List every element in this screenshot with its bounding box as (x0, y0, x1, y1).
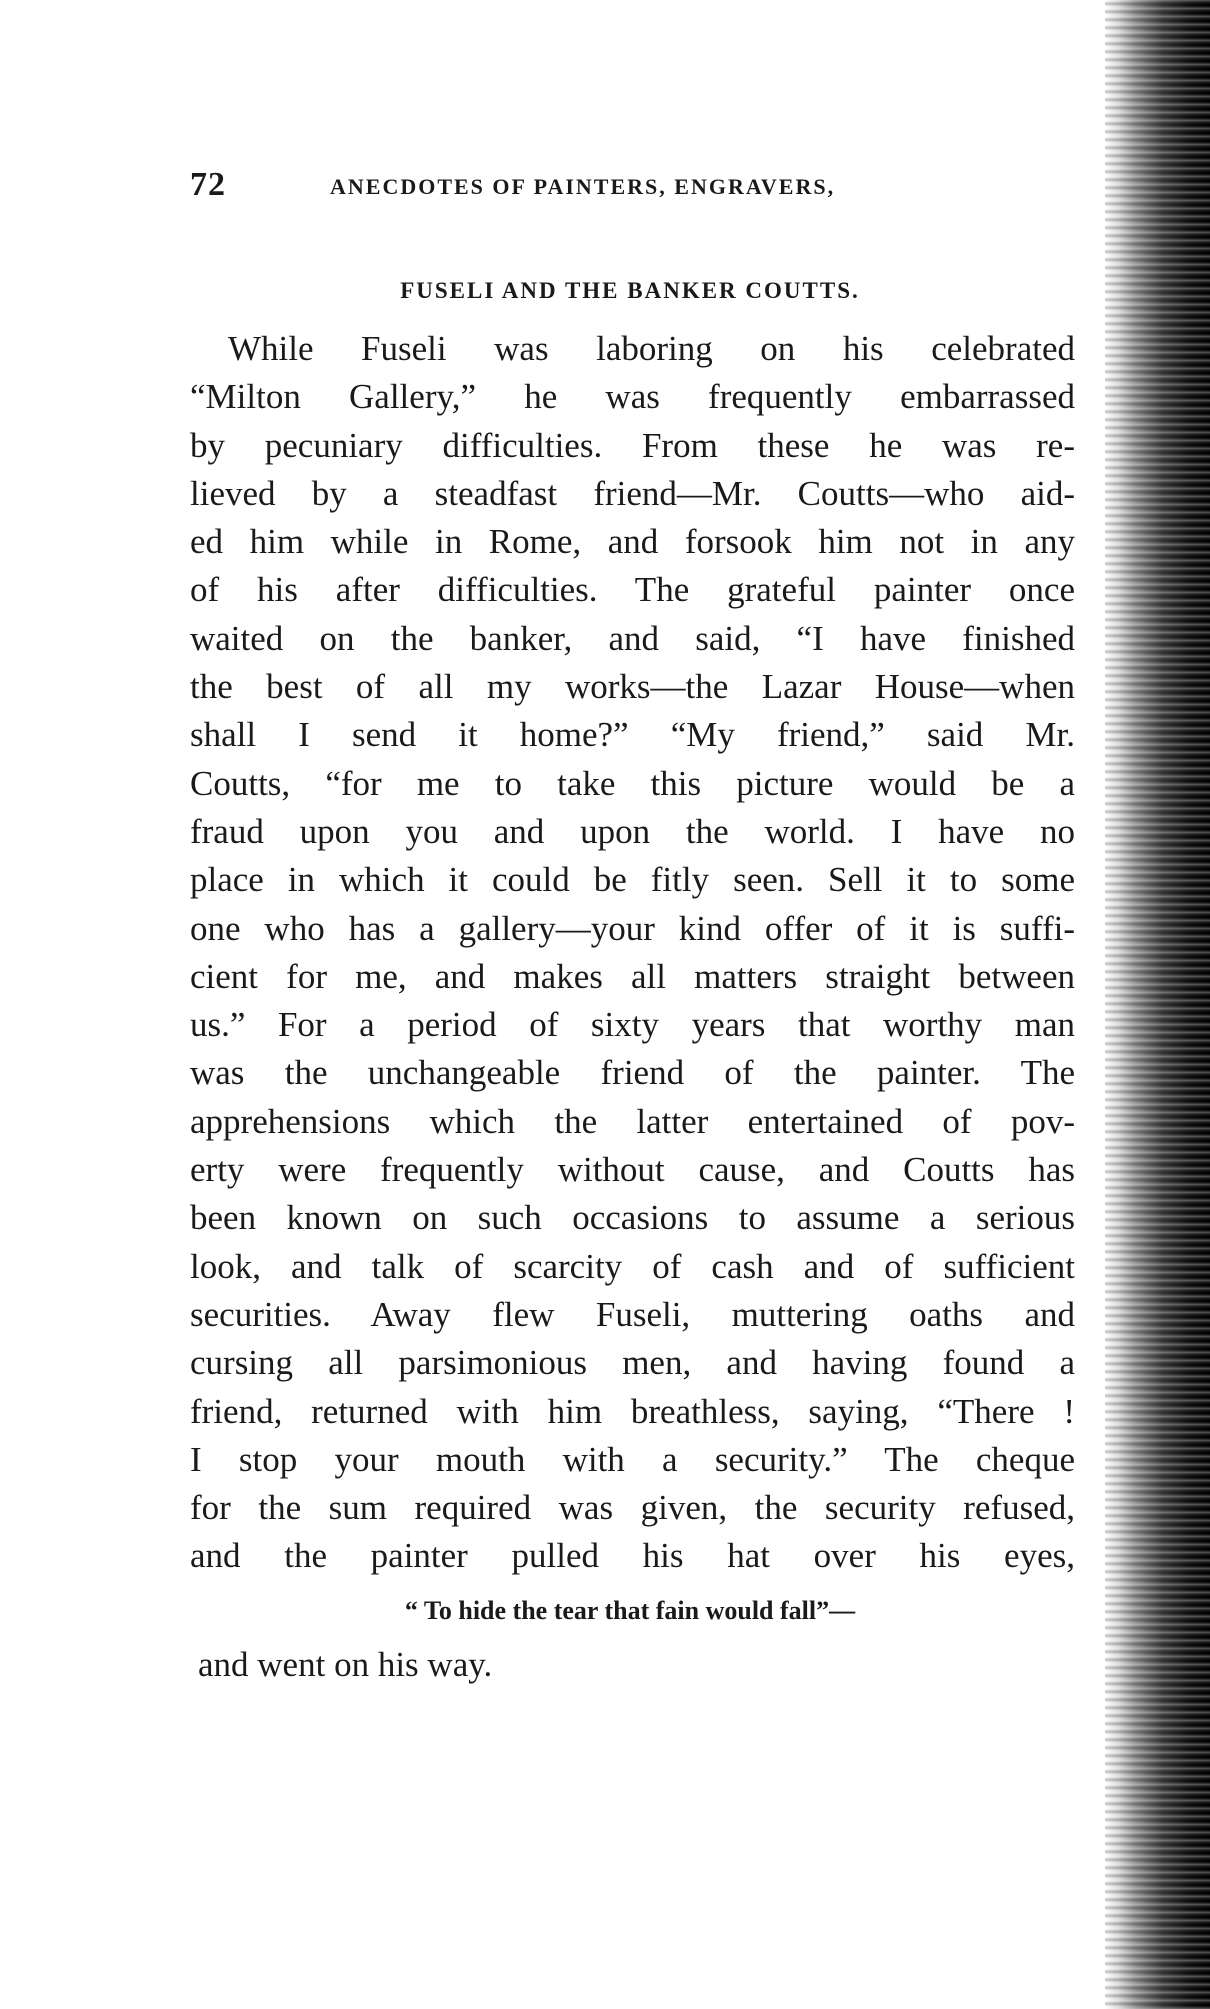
text-line: waited on the banker, and said, “I have finished (190, 618, 1075, 658)
text-line: friend, returned with him breathless, saying, “There ! (190, 1391, 1075, 1431)
text-line: shall I send it home?” “My friend,” said Mr. (190, 715, 1075, 755)
text-line: look, and talk of scarcity of cash and of sufficient (190, 1246, 1075, 1286)
text-line: the best of all my works—the Lazar House—when (190, 667, 1075, 707)
text-line: “Milton Gallery,” he was frequently embarrassed (190, 377, 1075, 417)
text-line: securities. Away flew Fuseli, muttering oaths and (190, 1294, 1075, 1334)
text-line: of his after difficulties. The grateful painter once (190, 570, 1075, 610)
text-line: for the sum required was given, the security refused, (190, 1488, 1075, 1528)
text-line: ed him while in Rome, and forsook him not in any (190, 522, 1075, 562)
text-line: lieved by a steadfast friend—Mr. Coutts—who aid- (190, 473, 1075, 513)
text-line: was the unchangeable friend of the painter. The (190, 1053, 1075, 1093)
text-line: erty were frequently without cause, and Coutts has (190, 1150, 1075, 1190)
running-title: ANECDOTES OF PAINTERS, ENGRAVERS, (330, 174, 836, 199)
text-line: apprehensions which the latter entertained of pov- (190, 1101, 1075, 1141)
text-line: by pecuniary difficulties. From these he was re- (190, 425, 1075, 465)
text-line: Coutts, “for me to take this picture would be a (190, 763, 1075, 803)
text-line: cursing all parsimonious men, and having found a (190, 1343, 1075, 1383)
text-line: I stop your mouth with a security.” The cheque (190, 1439, 1075, 1479)
text-line: While Fuseli was laboring on his celebrated (228, 329, 1075, 368)
text-line: and the painter pulled his hat over his eyes, (190, 1536, 1075, 1576)
text-line: us.” For a period of sixty years that worthy man (190, 1005, 1075, 1045)
page-number: 72 (190, 166, 226, 203)
page-binding-edge (1105, 0, 1210, 2009)
text-line: place in which it could be fitly seen. Sell it to some (190, 860, 1075, 900)
running-head (190, 166, 1070, 206)
closing-line: and went on his way. (198, 1645, 493, 1684)
body-paragraph (190, 325, 1075, 1581)
text-line: been known on such occasions to assume a serious (190, 1198, 1075, 1238)
text-line: one who has a gallery—your kind offer of it is suffi- (190, 908, 1075, 948)
verse-quote: “ To hide the tear that fain would fall”— (404, 1596, 856, 1625)
text-line: cient for me, and makes all matters straight between (190, 956, 1075, 996)
text-line: fraud upon you and upon the world. I have no (190, 811, 1075, 851)
section-title: FUSELI AND THE BANKER COUTTS. (400, 278, 860, 303)
